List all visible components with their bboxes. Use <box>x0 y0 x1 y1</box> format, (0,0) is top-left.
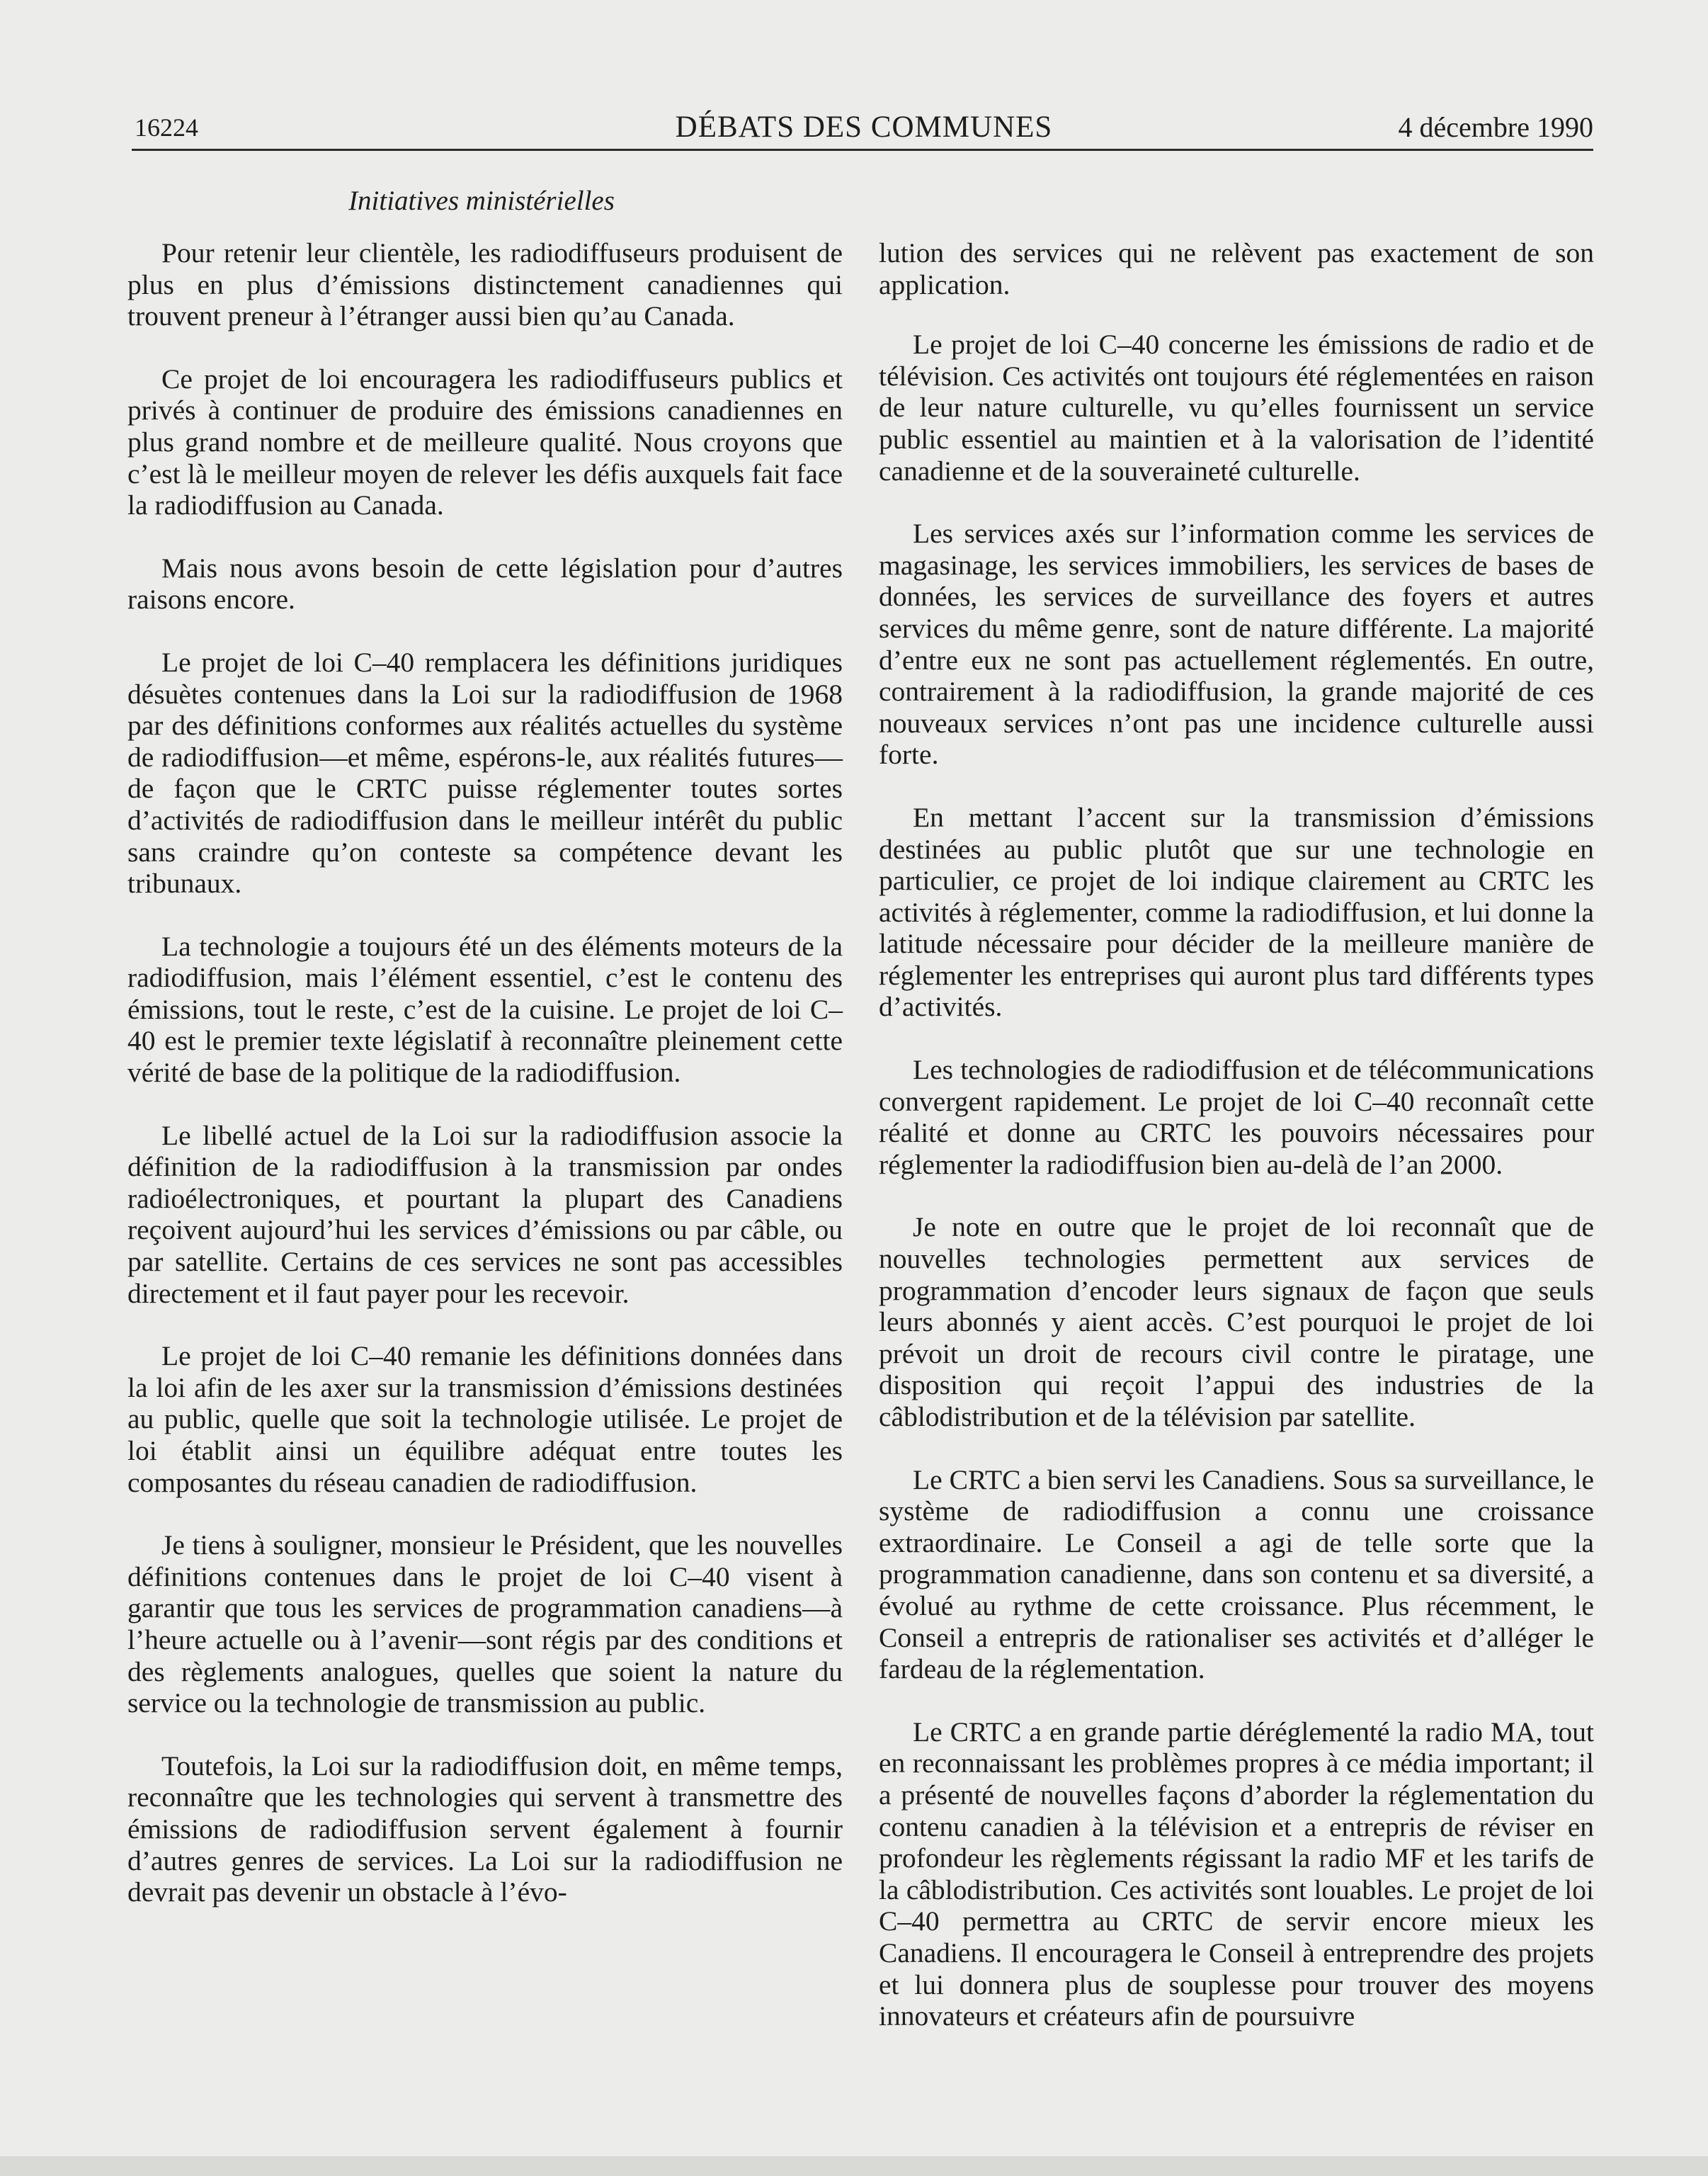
paragraph: Les services axés sur l’information comme les services de magasinage, les services immobiliers, les services de bases de données, les services de surveillance des foyers et autres services du même genre, sont de nature différente. La majorité d’entre eux ne sont pas actuellement réglementés. En outre, contrairement à la radiodiffusion, la grande majorité de ces nouveaux services n’ont pas une incidence culturelle aussi forte. <box>879 518 1594 771</box>
paragraph: Le libellé actuel de la Loi sur la radiodiffusion associe la définition de la radiodiffusion à la transmission par ondes radioélectroniques, et pourtant la plupart des Canadiens reçoivent aujourd’hui les services d’émissions ou par câble, ou par satellite. Certains de ces services ne sont pas accessibles directement et il faut payer pour les recevoir. <box>127 1119 843 1309</box>
right-column <box>879 237 1594 2063</box>
paragraph: Toutefois, la Loi sur la radiodiffusion doit, en même temps, reconnaître que les technologies qui servent à transmettre des émissions de radiodiffusion servent également à fournir d’autres genres de services. La Loi sur la radiodiffusion ne devrait pas devenir un obstacle à l’évo- <box>127 1750 843 1908</box>
header-date: 4 décembre 1990 <box>1398 111 1593 143</box>
paragraph: Pour retenir leur clientèle, les radiodiffuseurs produisent de plus en plus d’émissions distinctement canadiennes qui trouvent preneur à l’étranger aussi bien qu’au Canada. <box>127 237 843 332</box>
paragraph: Le projet de loi C–40 concerne les émissions de radio et de télévision. Ces activités ont toujours été réglementées en raison de leur nature culturelle, vu qu’elles fournissent un service public essentiel au maintien et à la valorisation de l’identité canadienne et de la souveraineté culturelle. <box>879 329 1594 487</box>
paragraph: Le CRTC a en grande partie déréglementé la radio MA, tout en reconnaissant les problèmes propres à ce média important; il a présenté de nouvelles façons d’aborder la réglementation du contenu canadien à la télévision et a entrepris de réviser en profondeur les règlements régissant la radio MF et les tarifs de la câblodistribution. Ces activités sont louables. Le projet de loi C–40 permettra au CRTC de servir encore mieux les Canadiens. Il encouragera le Conseil à entreprendre des projets et lui donnera plus de souplesse pour trouver des moyens innovateurs et créateurs afin de poursuivre <box>879 1716 1594 2032</box>
scan-edge <box>0 2156 1708 2176</box>
journal-title: DÉBATS DES COMMUNES <box>675 110 1053 144</box>
page-header <box>135 108 1593 147</box>
paragraph: Je note en outre que le projet de loi reconnaît que de nouvelles technologies permettent aux services de programmation d’encoder leurs signaux de façon que seuls leurs abonnés y aient accès. C’est pourquoi le projet de loi prévoit un droit de recours civil contre le piratage, une disposition qui reçoit l’appui des industries de la câblodistribution et de la télévision par satellite. <box>879 1211 1594 1432</box>
paragraph: La technologie a toujours été un des éléments moteurs de la radiodiffusion, mais l’élément essentiel, c’est le contenu des émissions, tout le reste, c’est de la cuisine. Le projet de loi C–40 est le premier texte législatif à reconnaître pleinement cette vérité de base de la politique de la radiodiffusion. <box>127 930 843 1089</box>
paragraph: Le projet de loi C–40 remanie les définitions données dans la loi afin de les axer sur la transmission d’émissions destinées au public, quelle que soit la technologie utilisée. Le projet de loi établit ainsi un équilibre adéquat entre toutes les composantes du réseau canadien de radiodiffusion. <box>127 1340 843 1498</box>
paragraph: Mais nous avons besoin de cette législation pour d’autres raisons encore. <box>127 552 843 616</box>
paragraph: Ce projet de loi encouragera les radiodiffuseurs publics et privés à continuer de produire des émissions canadiennes en plus grand nombre et de meilleure qualité. Nous croyons que c’est là le meilleur moyen de relever les défis auxquels fait face la radiodiffusion au Canada. <box>127 363 843 521</box>
page-number: 16224 <box>135 113 198 142</box>
header-rule <box>132 149 1593 151</box>
paragraph: Je tiens à souligner, monsieur le Président, que les nouvelles définitions contenues dans le projet de loi C–40 visent à garantir que tous les services de programmation canadiens—à l’heure actuelle ou à l’avenir—sont régis par des conditions et des règlements analogues, quelles que soient la nature du service ou la technologie de transmission au public. <box>127 1529 843 1719</box>
paragraph: En mettant l’accent sur la transmission d’émissions destinées au public plutôt que sur une technologie en particulier, ce projet de loi indique clairement au CRTC les activités à réglementer, comme la radiodiffusion, et lui donne la latitude nécessaire pour décider de la meilleure manière de réglementer les entreprises qui auront plus tard différents types d’activités. <box>879 801 1594 1023</box>
paragraph: Le projet de loi C–40 remplacera les définitions juridiques désuètes contenues dans la Loi sur la radiodiffusion de 1968 par des définitions conformes aux réalités actuelles du système de radiodiffusion—et même, espérons-le, aux réalités futures—de façon que le CRTC puisse réglementer toutes sortes d’activités de radiodiffusion dans le meilleur intérêt du public sans craindre qu’on conteste sa compétence devant les tribunaux. <box>127 646 843 900</box>
left-column <box>127 237 843 1939</box>
section-heading: Initiatives ministérielles <box>348 186 615 216</box>
paragraph: Le CRTC a bien servi les Canadiens. Sous sa surveillance, le système de radiodiffusion a connu une croissance extraordinaire. Le Conseil a agi de telle sorte que la programmation canadienne, dans son contenu et sa diversité, a évolué au rythme de cette croissance. Plus récemment, le Conseil a entrepris de rationaliser ses activités et d’alléger le fardeau de la réglementation. <box>879 1463 1594 1685</box>
paragraph-continued: lution des services qui ne relèvent pas exactement de son application. <box>879 237 1594 300</box>
paragraph: Les technologies de radiodiffusion et de télécommunications convergent rapidement. Le projet de loi C–40 reconnaît cette réalité et donne au CRTC les pouvoirs nécessaires pour réglementer la radiodiffusion bien au-delà de l’an 2000. <box>879 1054 1594 1180</box>
